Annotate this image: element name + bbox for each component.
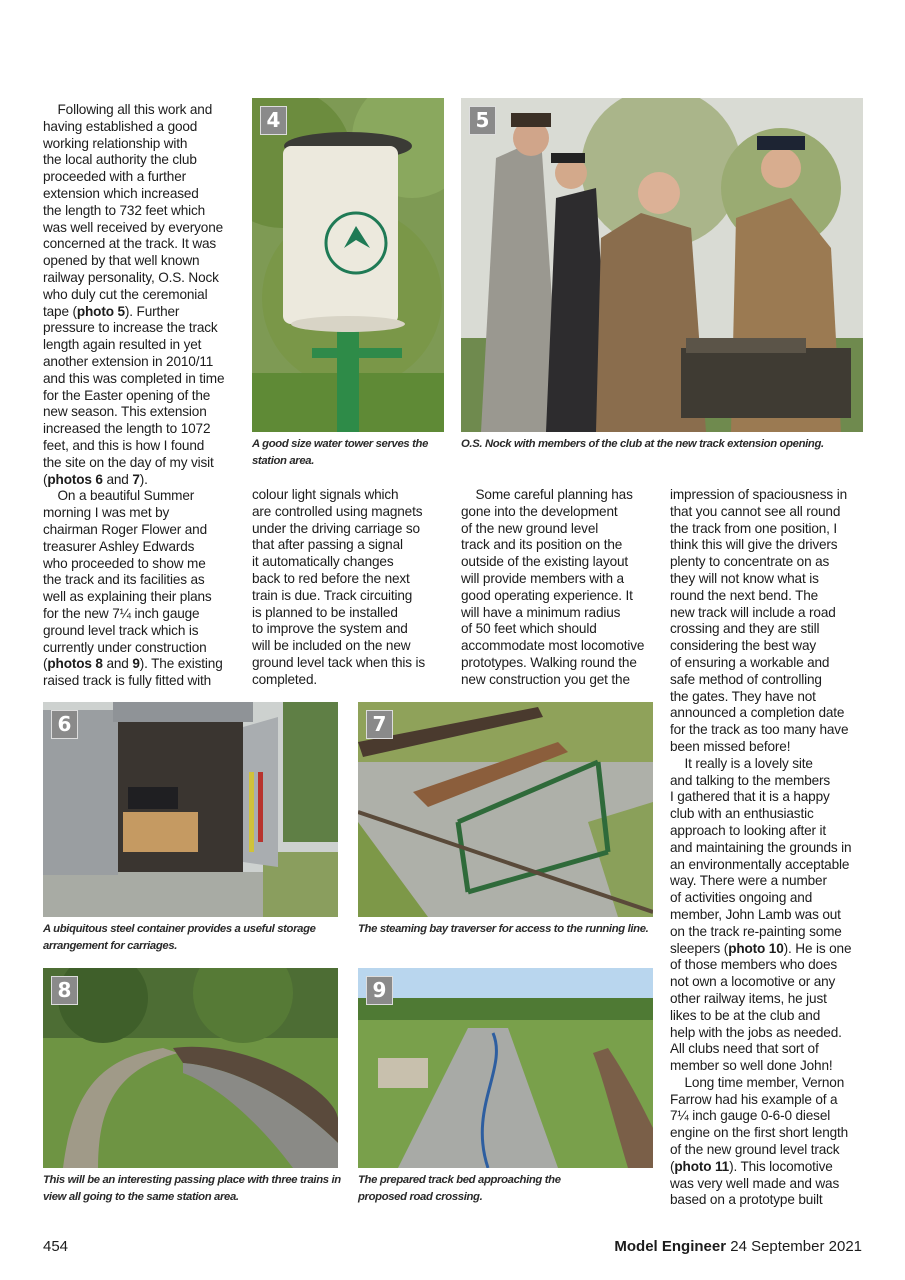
text-line: engine on the first short length xyxy=(670,1125,849,1141)
text-line: treasurer Ashley Edwards xyxy=(43,538,195,554)
text-line: it automatically changes xyxy=(252,554,394,570)
text-line: opened by that well known xyxy=(43,253,200,269)
text-line: Following all this work and xyxy=(43,102,213,117)
text-line: (photo 11). This locomotive xyxy=(670,1158,833,1174)
text-line: another extension in 2010/11 xyxy=(43,353,214,369)
photo-8-passing-place xyxy=(43,968,338,1168)
text-line: crossing and they are still xyxy=(670,621,820,637)
text-line: of those members who does xyxy=(670,957,838,973)
text-line: likes to be at the club and xyxy=(670,1007,821,1023)
issue-date: 24 September 2021 xyxy=(730,1238,862,1255)
photo-4-water-tower xyxy=(252,98,444,432)
text-line: the gates. They have not xyxy=(670,688,816,704)
footer-credit xyxy=(614,1238,862,1255)
text-line: good operating experience. It xyxy=(461,587,633,603)
photo-4-caption: A good size water tower serves the station area. xyxy=(252,438,429,467)
text-line: having established a good xyxy=(43,118,198,134)
text-line: track and its position on the xyxy=(461,537,623,553)
text-line: think this will give the drivers xyxy=(670,537,838,553)
text-line: proceeded with a further xyxy=(43,169,186,185)
text-line: new track will include a road xyxy=(670,604,836,620)
magazine-name: Model Engineer xyxy=(614,1238,727,1255)
text-line: working relationship with xyxy=(43,135,188,151)
text-line: was well received by everyone xyxy=(43,219,224,235)
text-line: on the track re-painting some xyxy=(670,923,842,939)
text-line: extension which increased xyxy=(43,185,199,201)
text-line: ground level track which is xyxy=(43,622,199,638)
text-line: the length to 732 feet which xyxy=(43,202,206,218)
text-line: that after passing a signal xyxy=(252,537,403,553)
text-line: who duly cut the ceremonial xyxy=(43,286,208,302)
photo-9-track-bed xyxy=(358,968,653,1168)
text-line: under the driving carriage so xyxy=(252,520,420,536)
text-line: 7¼ inch gauge 0-6-0 diesel xyxy=(670,1108,831,1124)
text-line: outside of the existing layout xyxy=(461,554,629,570)
photo-7-traverser xyxy=(358,702,653,917)
text-line: raised track is fully fitted with xyxy=(43,673,212,689)
text-line: the local authority the club xyxy=(43,152,197,168)
photo-8-caption: This will be an interesting passing place with three trains in view all going to the same station area. xyxy=(43,1174,341,1203)
photo-8-number: 8 xyxy=(51,976,78,1005)
text-line: chairman Roger Flower and xyxy=(43,521,207,537)
photo-5-os-nock xyxy=(461,98,863,432)
text-line: was very well made and was xyxy=(670,1175,840,1191)
text-line: accommodate most locomotive xyxy=(461,638,645,654)
text-line: the track from one position, I xyxy=(670,520,838,536)
page-number: 454 xyxy=(43,1238,69,1255)
text-line: feet, and this is how I found xyxy=(43,437,205,453)
text-line: who proceeded to show me xyxy=(43,555,206,571)
text-line: of the new ground level xyxy=(461,520,599,536)
text-line: that you cannot see all round xyxy=(670,503,841,519)
photo-4-number: 4 xyxy=(260,106,287,135)
text-line: length again resulted in yet xyxy=(43,337,202,353)
photo-5-number: 5 xyxy=(469,106,496,135)
text-line: Some careful planning has xyxy=(461,487,633,502)
text-column-second xyxy=(252,487,425,689)
text-line: will have a minimum radius xyxy=(461,604,621,620)
text-line: member, John Lamb was out xyxy=(670,906,841,922)
text-line: concerned at the track. It was xyxy=(43,236,217,252)
text-line: well as explaining their plans xyxy=(43,589,212,605)
text-line: increased the length to 1072 xyxy=(43,421,211,437)
text-line: completed. xyxy=(252,671,317,687)
text-line: way. There were a number xyxy=(670,873,827,889)
text-line: round the next bend. The xyxy=(670,587,819,603)
text-line: impression of spaciousness in xyxy=(670,487,847,502)
text-line: Farrow had his example of a xyxy=(670,1091,838,1107)
text-line: tape (photo 5). Further xyxy=(43,303,180,319)
photo-6-number: 6 xyxy=(51,710,78,739)
text-line: and talking to the members xyxy=(670,772,831,788)
text-line: to improve the system and xyxy=(252,621,408,637)
text-line: of the new ground level track xyxy=(670,1142,840,1158)
text-line: currently under construction xyxy=(43,639,207,655)
text-line: of activities ongoing and xyxy=(670,890,813,906)
text-line: prototypes. Walking round the xyxy=(461,654,637,670)
photo-6-caption: A ubiquitous steel container provides a useful storage arrangement for carriages. xyxy=(43,923,316,952)
photo-6-container xyxy=(43,702,338,917)
text-line: back to red before the next xyxy=(252,570,410,586)
text-line: safe method of controlling xyxy=(670,671,822,687)
text-line: new season. This extension xyxy=(43,404,207,420)
text-line: new construction you get the xyxy=(461,671,630,687)
text-line: pressure to increase the track xyxy=(43,320,218,336)
photo-9-caption: The prepared track bed approaching the proposed road crossing. xyxy=(358,1174,561,1203)
text-line: for the Easter opening of the xyxy=(43,387,211,403)
text-line: approach to looking after it xyxy=(670,822,827,838)
text-line: (photos 6 and 7). xyxy=(43,471,148,487)
text-line: announced a completion date xyxy=(670,705,845,721)
photo-7-caption: The steaming bay traverser for access to the running line. xyxy=(358,923,649,935)
text-column-third xyxy=(461,487,644,689)
text-line: sleepers (photo 10). He is one xyxy=(670,940,852,956)
text-line: I gathered that it is a happy xyxy=(670,789,830,805)
text-line: an environmentally acceptable xyxy=(670,856,850,872)
text-line: On a beautiful Summer xyxy=(43,488,195,504)
text-line: train is due. Track circuiting xyxy=(252,587,413,603)
text-line: colour light signals which xyxy=(252,487,399,502)
text-line: are controlled using magnets xyxy=(252,503,423,519)
text-line: club with an enthusiastic xyxy=(670,806,814,822)
text-line: All clubs need that sort of xyxy=(670,1041,819,1057)
text-line: been missed before! xyxy=(670,738,791,754)
text-line: morning I was met by xyxy=(43,505,170,521)
text-line: gone into the development xyxy=(461,503,618,519)
text-line: they will not know what is xyxy=(670,570,819,586)
photo-5-caption: O.S. Nock with members of the club at the new track extension opening. xyxy=(461,438,824,450)
text-line: considering the best way xyxy=(670,638,817,654)
text-line: and maintaining the grounds in xyxy=(670,839,852,855)
text-line: for the new 7¼ inch gauge xyxy=(43,605,200,621)
text-line: and this was completed in time xyxy=(43,370,225,386)
text-line: for the track as too many have xyxy=(670,722,849,738)
text-line: based on a prototype built xyxy=(670,1192,823,1208)
text-line: member so well done John! xyxy=(670,1058,833,1074)
text-line: help with the jobs as needed. xyxy=(670,1024,842,1040)
text-line: the track and its facilities as xyxy=(43,572,205,588)
text-line: (photos 8 and 9). The existing xyxy=(43,656,223,672)
text-line: other railway items, he just xyxy=(670,990,827,1006)
text-line: Long time member, Vernon xyxy=(670,1074,845,1090)
text-line: will be included on the new xyxy=(252,638,411,654)
text-line: of ensuring a workable and xyxy=(670,654,830,670)
text-line: railway personality, O.S. Nock xyxy=(43,269,219,285)
text-line: is planned to be installed xyxy=(252,604,398,620)
photo-9-number: 9 xyxy=(366,976,393,1005)
text-line: plenty to concentrate on as xyxy=(670,554,830,570)
text-column-left xyxy=(43,102,224,690)
text-column-right xyxy=(670,487,851,1209)
text-line: will provide members with a xyxy=(461,570,624,586)
text-line: ground level tack when this is xyxy=(252,654,426,670)
text-line: not own a locomotive or any xyxy=(670,974,836,990)
text-line: It really is a lovely site xyxy=(670,755,813,771)
photo-7-number: 7 xyxy=(366,710,393,739)
text-line: of 50 feet which should xyxy=(461,621,597,637)
text-line: the site on the day of my visit xyxy=(43,454,214,470)
